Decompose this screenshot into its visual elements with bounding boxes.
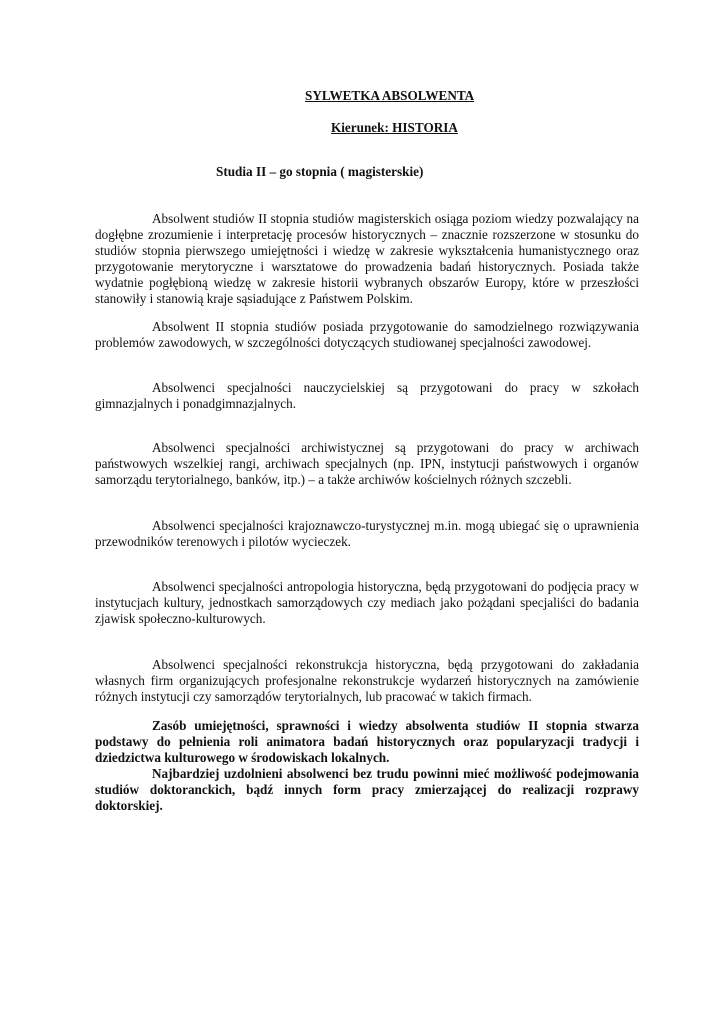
paragraph-doctoral-studies: Najbardziej uzdolnieni absolwenci bez trudu powinni mieć możliwość podejmowania studiów doktoranckich, bądź innych form pracy zmierzającej do realizacji rozprawy doktorskiej.	[95, 766, 639, 813]
paragraph-professional-preparation: Absolwent II stopnia studiów posiada przygotowanie do samodzielnego rozwiązywania problemów zawodowych, w szczególności dotyczących studiowanej specjalności zawodowej.	[95, 319, 639, 350]
paragraph-archival-specialty: Absolwenci specjalności archiwistycznej są przygotowani do pracy w archiwach państwowych wszelkiej rangi, archiwach specjalnych (np. IPN, instytucji państwowych i organów samorządu terytorialnego, banków, itp.) – a także archiwów kościelnych różnych szczebli.	[95, 440, 639, 487]
paragraph-tourism-specialty: Absolwenci specjalności krajoznawczo-turystycznej m.in. mogą ubiegać się o uprawnienia przewodników terenowych i pilotów wycieczek.	[95, 518, 639, 549]
paragraph-general-knowledge: Absolwent studiów II stopnia studiów magisterskich osiąga poziom wiedzy pozwalający na dogłębne zrozumienie i interpretację procesów historycznych – znacznie rozszerzone w stosunku do studiów stopnia pierwszego umiejętności i wiedzę w zakresie wykształcenia humanistycznego oraz przygotowanie merytoryczne i warsztatowe do prowadzenia badań historycznych. Posiada także wydatnie pogłębioną wiedzę w zakresie historii wybranych obszarów Europy, które w przeszłości stanowiły i stanowią kraje sąsiadujące z Państwem Polskim.	[95, 211, 639, 306]
paragraph-anthropology-specialty: Absolwenci specjalności antropologia historyczna, będą przygotowani do podjęcia pracy w instytucjach kultury, jednostkach samorządowych czy mediach jako pożądani specjaliści do badania zjawisk społeczno-kulturowych.	[95, 579, 639, 626]
document-title: SYLWETKA ABSOLWENTA	[305, 88, 475, 103]
paragraph-reconstruction-specialty: Absolwenci specjalności rekonstrukcja historyczna, będą przygotowani do zakładania własnych firm organizujących profesjonalne rekonstrukcje wydarzeń historycznych na zamówienie różnych instytucji czy samorządów terytorialnych, lub pracować w takich firmach.	[95, 657, 639, 704]
paragraph-skills-summary: Zasób umiejętności, sprawności i wiedzy absolwenta studiów II stopnia stwarza podstawy do pełnienia roli animatora badań historycznych oraz popularyzacji tradycji i dziedzictwa kulturowego w środowiskach lokalnych.	[95, 718, 639, 765]
study-level: Studia II – go stopnia ( magisterskie)	[216, 164, 424, 179]
document-subtitle: Kierunek: HISTORIA	[331, 120, 458, 135]
paragraph-teaching-specialty: Absolwenci specjalności nauczycielskiej są przygotowani do pracy w szkołach gimnazjalnych i ponadgimnazjalnych.	[95, 380, 639, 411]
